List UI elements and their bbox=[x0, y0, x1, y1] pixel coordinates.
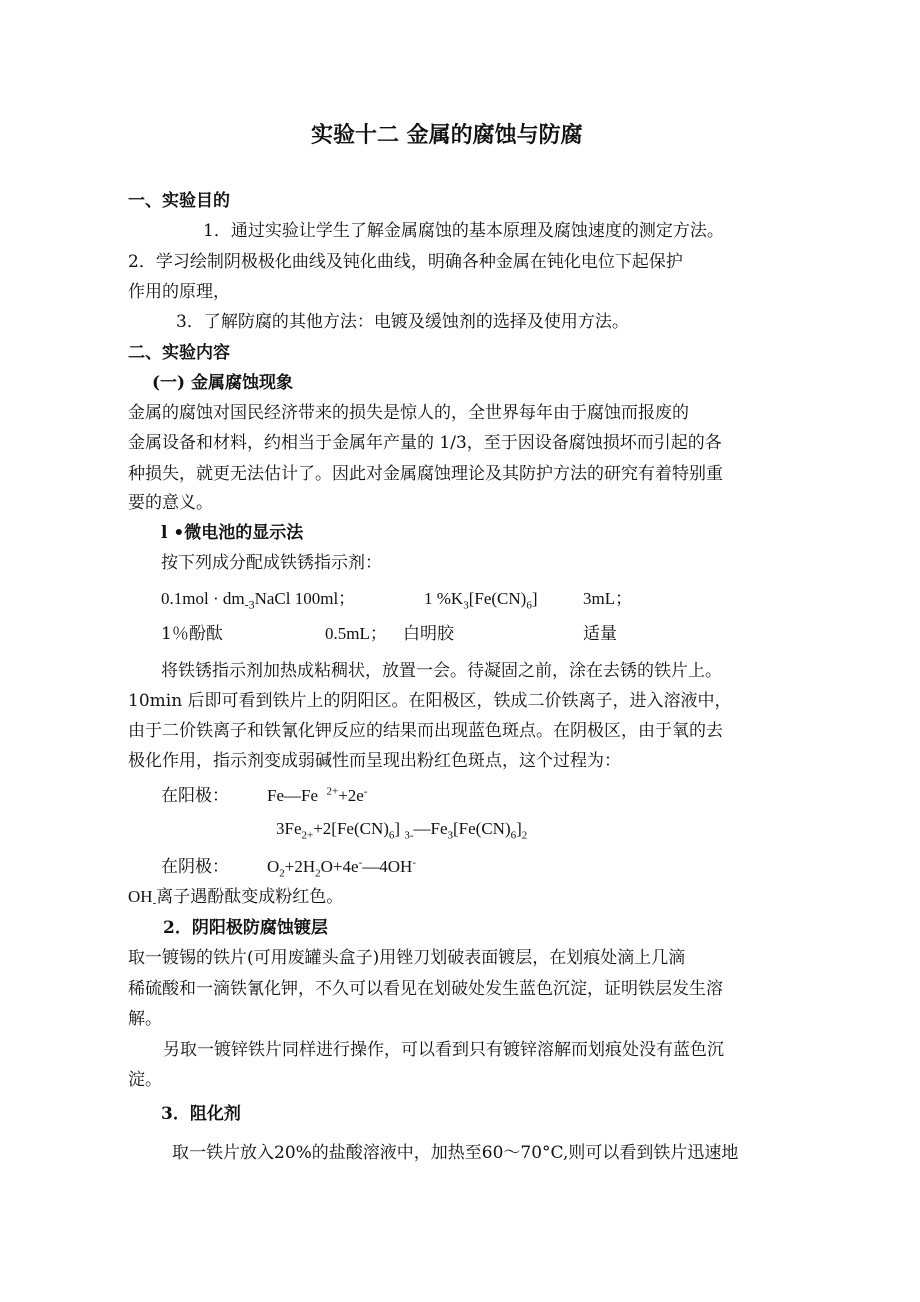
intro-line-1: 金属的腐蚀对国民经济带来的损失是惊人的，全世界每年由于腐蚀而报废的 bbox=[128, 403, 689, 423]
anode-equation: Fe—Fe $^{2+}$+2e- bbox=[267, 785, 368, 805]
part3-heading: 3．阻化剂 bbox=[161, 1104, 241, 1124]
page-title: 实验十二 金属的腐蚀与防腐 bbox=[311, 122, 583, 148]
section-heading-purpose: 一、实验目的 bbox=[128, 191, 230, 211]
part2-line-1: 取一镀锡的铁片(可用废罐头盒子)用锉刀划破表面镀层，在划痕处滴上几滴 bbox=[128, 948, 686, 968]
subsection-heading-corrosion: (一) 金属腐蚀现象 bbox=[152, 373, 294, 393]
cathode-equation: $O_2+2H_2O+4e^-—4OH^-$ bbox=[267, 856, 416, 880]
purpose-item-1: 1．通过实验让学生了解金属腐蚀的基本原理及腐蚀速度的测定方法。 bbox=[203, 221, 724, 241]
part1-paragraph-line-2: 10min 后即可看到铁片上的阴阳区。在阳极区，铁成二价铁离子，进入溶液中， bbox=[128, 691, 732, 711]
recipe-phenolphthalein-amount: 0.5mL； bbox=[325, 624, 387, 643]
part1-heading: l •微电池的显示法 bbox=[161, 523, 304, 543]
intro-line-3: 种损失，就更无法估计了。因此对金属腐蚀理论及其防护方法的研究有着特别重 bbox=[128, 464, 723, 484]
intro-line-4: 要的意义。 bbox=[128, 493, 213, 513]
recipe-gelatin: 白明胶 bbox=[403, 624, 454, 644]
recipe-phenolphthalein: 1％酚酞 bbox=[161, 624, 223, 644]
part2-heading: 2．阴阳极防腐蚀镀层 bbox=[163, 918, 328, 938]
cathode-label: 在阴极： bbox=[161, 857, 229, 877]
part1-paragraph-line-3: 由于二价铁离子和铁氰化钾反应的结果而出现蓝色斑点。在阴极区，由于氧的去 bbox=[128, 721, 723, 741]
precipitate-equation: $3Fe_{2+}+2[Fe(CN)_6]$ $_{3-}—Fe_3[Fe(CN)_6]_2$ bbox=[276, 819, 528, 842]
recipe-ferricyanide: 1 $\%K_3[Fe(CN)_6]$ bbox=[424, 589, 538, 612]
part3-line-1: 取一铁片放入20%的盐酸溶液中，加热至60～70°C,则可以看到铁片迅速地 bbox=[172, 1143, 739, 1163]
purpose-item-3: 3．了解防腐的其他方法：电镀及缓蚀剂的选择及使用方法。 bbox=[176, 312, 629, 332]
anode-label: 在阳极： bbox=[161, 786, 229, 806]
part1-paragraph-line-1: 将铁锈指示剂加热成粘稠状，放置一会。待凝固之前，涂在去锈的铁片上。 bbox=[161, 661, 722, 681]
recipe-ferricyanide-amount: 3mL； bbox=[583, 589, 633, 608]
part2-line-5: 淀。 bbox=[128, 1070, 162, 1090]
section-heading-content: 二、实验内容 bbox=[128, 343, 230, 363]
part2-line-4: 另取一镀锌铁片同样进行操作，可以看到只有镀锌溶解而划痕处没有蓝色沉 bbox=[163, 1040, 724, 1060]
recipe-nacl: $0.1mol \cdot dm_{-3}NaCl$ 100ml； bbox=[161, 589, 356, 612]
recipe-intro: 按下列成分配成铁锈指示剂： bbox=[161, 553, 382, 573]
purpose-item-2-line-2: 作用的原理， bbox=[128, 282, 230, 302]
part2-line-2: 稀硫酸和一滴铁氰化钾，不久可以看见在划破处发生蓝色沉淀，证明铁层发生溶 bbox=[128, 979, 723, 999]
intro-line-2: 金属设备和材料，约相当于金属年产量的 1/3，至于因设备腐蚀损坏而引起的各 bbox=[128, 433, 722, 453]
recipe-gelatin-amount: 适量 bbox=[583, 624, 617, 644]
part2-line-3: 解。 bbox=[128, 1009, 162, 1029]
purpose-item-2-line-1: 2．学习绘制阴极极化曲线及钝化曲线，明确各种金属在钝化电位下起保护 bbox=[128, 252, 683, 272]
hydroxide-note: $OH_-$离子遇酚酞变成粉红色。 bbox=[128, 887, 344, 910]
part1-paragraph-line-4: 极化作用，指示剂变成弱碱性而呈现出粉红色斑点，这个过程为： bbox=[128, 751, 621, 771]
